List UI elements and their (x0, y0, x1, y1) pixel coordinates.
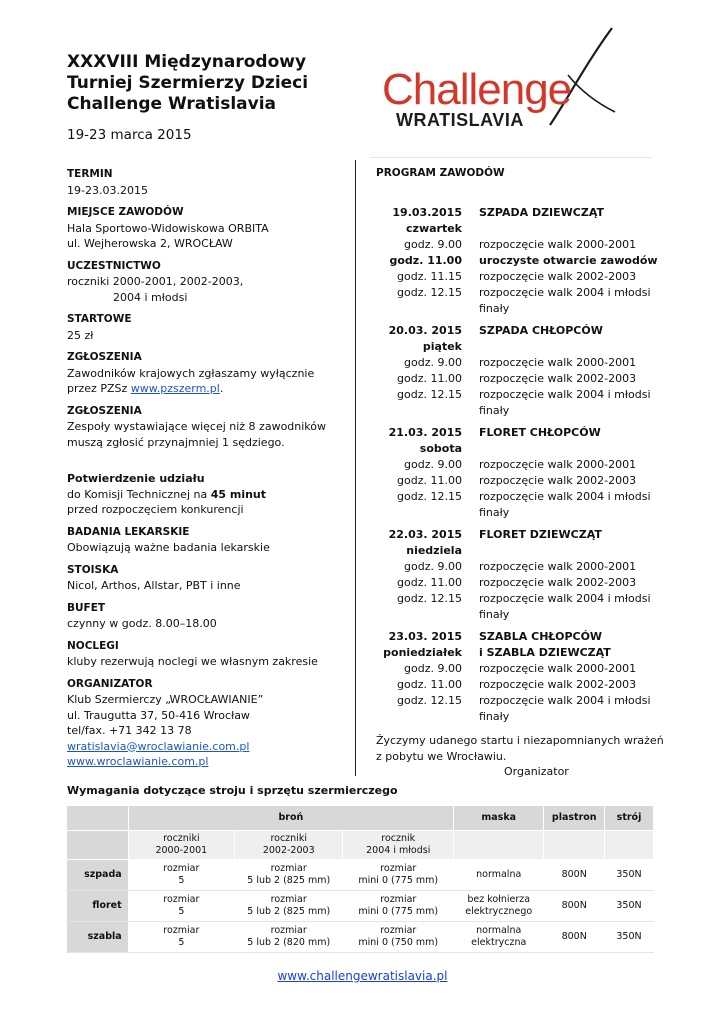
requirements-table (66, 805, 654, 953)
program-day (370, 629, 660, 725)
age-group-header: roczniki 2002-2003 (235, 831, 343, 860)
stands-heading: STOISKA (67, 563, 119, 576)
fee-section (67, 312, 347, 343)
program-time: godz. 12.15 (397, 694, 462, 707)
table-cell: 350N (605, 922, 654, 953)
program-row (370, 323, 660, 339)
program-time: niedziela (406, 544, 462, 557)
program-time: godz. 11.15 (397, 270, 462, 283)
termin-heading: TERMIN (67, 168, 113, 180)
program-row (370, 457, 660, 473)
program-row (370, 489, 660, 505)
program-time: godz. 11.00 (397, 576, 462, 589)
registration-line-2 (67, 381, 347, 397)
stands-section (67, 563, 347, 594)
table-row (67, 891, 654, 922)
registration-line-1: Zawodników krajowych zgłaszamy wyłącznie (67, 366, 315, 380)
program-row (370, 645, 660, 661)
program-time: godz. 12.15 (397, 286, 462, 299)
table-cell: bez kołnierza elektrycznego (454, 891, 544, 922)
referee-line-1: Zespoły wystawiające więcej niż 8 zawodników (67, 420, 327, 433)
program-row (370, 505, 660, 521)
program-time (370, 403, 479, 419)
program-description: rozpoczęcie walk 2000-2001 (479, 238, 637, 251)
program-description: rozpoczęcie walk 2000-2001 (479, 458, 637, 471)
program-row (370, 709, 660, 725)
program-description: rozpoczęcie walk 2004 i młodsi (479, 592, 651, 605)
venue-name: Hala Sportowo-Widowiskowa ORBITA (67, 221, 269, 235)
table-cell: rozmiar 5 lub 2 (825 mm) (235, 860, 343, 891)
table-cell: 800N (544, 891, 605, 922)
lodging-heading: NOCLEGI (67, 639, 119, 652)
confirmation-heading: Potwierdzenie udziału (67, 472, 205, 485)
header-plastron: plastron (544, 806, 605, 831)
program-row (370, 559, 660, 575)
program-list (370, 205, 660, 731)
program-time (370, 301, 479, 317)
medical-section (67, 525, 347, 556)
program-row (370, 403, 660, 419)
registration-text: przez PZSz (67, 382, 131, 395)
column-divider (355, 160, 356, 776)
program-time: czwartek (406, 222, 462, 235)
program-time (370, 709, 479, 725)
program-time: 20.03. 2015 (388, 324, 462, 337)
termin-value: 19-23.03.2015 (67, 183, 148, 197)
participation-line-1: roczniki 2000-2001, 2002-2003, (67, 275, 244, 288)
table-row (67, 860, 654, 891)
program-time: godz. 9.00 (404, 356, 462, 369)
logo-subtitle: WRATISLAVIA (396, 110, 524, 130)
stands-value: Nicol, Arthos, Allstar, PBT i inne (67, 579, 241, 592)
program-row (370, 473, 660, 489)
empty-cell (544, 831, 605, 860)
program-row (370, 371, 660, 387)
table-corner (67, 831, 129, 860)
program-day (370, 323, 660, 419)
organizer-name: Klub Szermierczy „WROCŁAWIANIE” (67, 693, 264, 706)
medical-heading: BADANIA LEKARSKIE (67, 525, 190, 538)
program-description (479, 543, 660, 559)
organizer-heading: ORGANIZATOR (67, 677, 153, 690)
program-description: finały (479, 608, 510, 621)
program-time: poniedziałek (383, 646, 462, 659)
program-description (479, 221, 660, 237)
program-description (479, 339, 660, 355)
program-row (370, 677, 660, 693)
table-cell: rozmiar 5 (128, 891, 234, 922)
footer-website-link[interactable]: www.challengewratislavia.pl (277, 969, 448, 983)
program-description: SZABLA CHŁOPCÓW (479, 630, 603, 643)
buffet-value: czynny w godz. 8.00–18.00 (67, 617, 217, 630)
program-time: godz. 9.00 (404, 560, 462, 573)
program-description: rozpoczęcie walk 2002-2003 (479, 576, 637, 589)
referee-heading: ZGŁOSZENIA (67, 404, 142, 417)
program-day (370, 205, 660, 317)
program-time: godz. 9.00 (404, 662, 462, 675)
program-time: godz. 11.00 (397, 474, 462, 487)
registration-heading: ZGŁOSZENIA (67, 351, 142, 363)
program-description: finały (479, 404, 510, 417)
organizer-email-link[interactable]: wratislavia@wroclawianie.com.pl (67, 739, 250, 753)
program-row (370, 285, 660, 301)
table-cell: rozmiar 5 lub 2 (825 mm) (235, 891, 343, 922)
organizer-address: ul. Traugutta 37, 50-416 Wrocław (67, 708, 250, 722)
table-cell: normalna elektryczna (454, 922, 544, 953)
program-time: godz. 11.00 (397, 372, 462, 385)
buffet-section (67, 601, 347, 632)
registration-section (67, 350, 347, 397)
weapon-label: szpada (67, 860, 129, 891)
program-description: finały (479, 710, 510, 723)
program-description: rozpoczęcie walk 2002-2003 (479, 474, 637, 487)
header-weapon: broń (128, 806, 453, 831)
program-time: piątek (422, 340, 462, 353)
venue-heading: MIEJSCE ZAWODÓW (67, 206, 184, 218)
table-corner (67, 806, 129, 831)
program-row (370, 387, 660, 403)
lodging-value: kluby rezerwują noclegi we własnym zakresie (67, 655, 318, 668)
confirmation-text: do Komisji Technicznej na (67, 487, 211, 501)
buffet-heading: BUFET (67, 601, 106, 614)
program-time: godz. 11.00 (389, 254, 462, 267)
program-row (370, 205, 660, 221)
organizer-signature: Organizator (504, 765, 569, 778)
table-cell: rozmiar mini 0 (775 mm) (343, 891, 454, 922)
program-description: rozpoczęcie walk 2002-2003 (479, 372, 637, 385)
fee-value: 25 zł (67, 328, 94, 342)
wish-text: Życzymy udanego startu i niezapomnianych wrażeń z pobytu we Wrocławiu. (376, 734, 664, 763)
program-time (370, 607, 479, 623)
program-row (370, 693, 660, 709)
program-description: rozpoczęcie walk 2000-2001 (479, 356, 637, 369)
program-description: rozpoczęcie walk 2000-2001 (479, 662, 637, 675)
lodging-section (67, 639, 347, 670)
program-description: rozpoczęcie walk 2004 i młodsi (479, 388, 651, 401)
program-row (370, 339, 660, 355)
period: . (219, 382, 224, 395)
document-title: XXXVIII Międzynarodowy Turniej Szermierzy Dzieci Challenge Wratislavia (67, 52, 309, 114)
program-description: i SZABLA DZIEWCZĄT (479, 646, 611, 659)
header-suit: strój (605, 806, 654, 831)
empty-cell (454, 831, 544, 860)
program-description: FLORET CHŁOPCÓW (479, 426, 601, 439)
age-group-header: roczniki 2000-2001 (128, 831, 234, 860)
program-day (370, 527, 660, 623)
venue-address: ul. Wejherowska 2, WROCŁAW (67, 237, 233, 250)
program-row (370, 661, 660, 677)
referee-section (67, 404, 347, 451)
info-column (67, 167, 347, 777)
table-cell: 800N (544, 860, 605, 891)
requirements-heading: Wymagania dotyczące stroju i sprzętu szermierczego (67, 784, 398, 797)
participation-section (67, 259, 347, 306)
program-heading: PROGRAM ZAWODÓW (376, 167, 505, 179)
program-description: FLORET DZIEWCZĄT (479, 528, 602, 541)
program-time: godz. 12.15 (397, 490, 462, 503)
program-time: godz. 9.00 (404, 458, 462, 471)
table-cell: rozmiar 5 lub 2 (820 mm) (235, 922, 343, 953)
program-time (370, 505, 479, 521)
table-cell: 350N (605, 891, 654, 922)
program-description: uroczyste otwarcie zawodów (479, 254, 658, 267)
logo-wordmark: Challenge (382, 65, 572, 114)
program-description: rozpoczęcie walk 2002-2003 (479, 270, 637, 283)
divider (370, 157, 652, 158)
program-row (370, 221, 660, 237)
empty-cell (605, 831, 654, 860)
program-description: SZPADA DZIEWCZĄT (479, 206, 604, 219)
program-row (370, 441, 660, 457)
table-cell: rozmiar 5 (128, 860, 234, 891)
header-mask: maska (454, 806, 544, 831)
table-cell: rozmiar mini 0 (750 mm) (343, 922, 454, 953)
program-row (370, 591, 660, 607)
table-cell: 800N (544, 922, 605, 953)
confirmation-line-1 (67, 487, 347, 503)
organizer-phone: tel/fax. +71 342 13 78 (67, 724, 192, 737)
program-time: godz. 11.00 (397, 678, 462, 691)
organizer-section (67, 677, 347, 770)
organizer-website-link[interactable]: www.wroclawianie.com.pl (67, 755, 209, 768)
program-time: godz. 12.15 (397, 592, 462, 605)
referee-line-2: muszą zgłosić przynajmniej 1 sędziego. (67, 435, 285, 449)
program-row (370, 607, 660, 623)
program-row (370, 269, 660, 285)
age-group-header: rocznik 2004 i młodsi (343, 831, 454, 860)
program-description: SZPADA CHŁOPCÓW (479, 324, 603, 337)
program-description: finały (479, 506, 510, 519)
confirmation-section (67, 471, 347, 518)
program-description: rozpoczęcie walk 2004 i młodsi (479, 286, 651, 299)
weapon-label: szabla (67, 922, 129, 953)
participation-line-2: 2004 i młodsi (113, 290, 188, 304)
program-row (370, 355, 660, 371)
table-cell: rozmiar 5 (128, 922, 234, 953)
program-row (370, 425, 660, 441)
weapon-label: floret (67, 891, 129, 922)
table-cell: 350N (605, 860, 654, 891)
venue-section (67, 205, 347, 252)
program-description: rozpoczęcie walk 2004 i młodsi (479, 694, 651, 707)
program-time: sobota (419, 442, 462, 455)
fee-heading: STARTOWE (67, 313, 132, 325)
footer (0, 969, 725, 983)
program-time: godz. 12.15 (397, 388, 462, 401)
medical-value: Obowiązują ważne badania lekarskie (67, 541, 270, 554)
program-time: 22.03. 2015 (388, 528, 462, 541)
program-description (479, 441, 660, 457)
participation-heading: UCZESTNICTWO (67, 259, 161, 272)
program-description: rozpoczęcie walk 2000-2001 (479, 560, 637, 573)
program-row (370, 543, 660, 559)
event-dates: 19-23 marca 2015 (67, 127, 192, 143)
program-day (370, 425, 660, 521)
program-row (370, 527, 660, 543)
program-row (370, 629, 660, 645)
program-row (370, 575, 660, 591)
program-time: 19.03.2015 (392, 206, 462, 219)
table-cell: rozmiar mini 0 (775 mm) (343, 860, 454, 891)
table-cell: normalna (454, 860, 544, 891)
program-row (370, 253, 660, 269)
program-description: finały (479, 302, 510, 315)
confirmation-line-2: przed rozpoczęciem konkurencji (67, 503, 244, 516)
table-row (67, 922, 654, 953)
program-description: rozpoczęcie walk 2002-2003 (479, 678, 637, 691)
program-row (370, 237, 660, 253)
program-time: 21.03. 2015 (388, 426, 462, 439)
program-time: godz. 9.00 (404, 238, 462, 251)
program-time: 23.03. 2015 (388, 630, 462, 643)
program-description: rozpoczęcie walk 2004 i młodsi (479, 490, 651, 503)
confirmation-minutes: 45 minut (210, 487, 267, 501)
pzszerm-link[interactable]: www.pzszerm.pl (130, 382, 220, 395)
termin-section (67, 167, 347, 198)
program-row (370, 301, 660, 317)
